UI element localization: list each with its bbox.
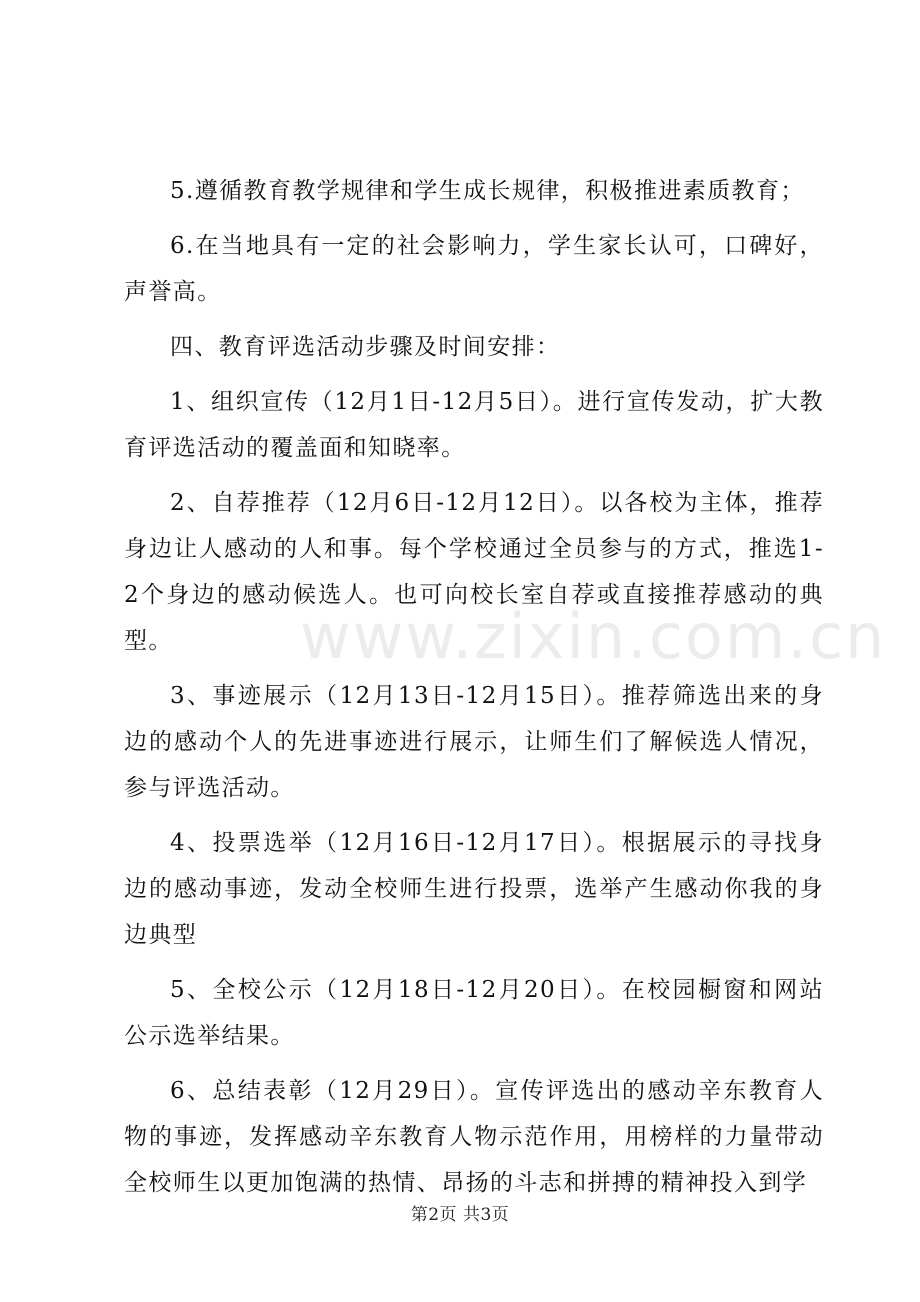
section-heading-steps: 四、教育评选活动步骤及时间安排： (170, 334, 561, 360)
page-number-footer: 第2页 共3页 (410, 1205, 510, 1225)
paragraph-criterion-6: 6.在当地具有一定的社会影响力，学生家长认可，口碑好，声誉高。 (124, 233, 824, 305)
paragraph-step-5: 5、全校公示（12月18日-12月20日）。在校园橱窗和网站公示选举结果。 (124, 977, 824, 1049)
paragraph-step-3: 3、事迹展示（12月13日-12月15日）。推荐筛选出来的身边的感动个人的先进事迹进行展示，让师生们了解候选人情况，参与评选活动。 (124, 683, 824, 801)
paragraph-step-1: 1、组织宣传（12月1日-12月5日）。进行宣传发动，扩大教育评选活动的覆盖面和知晓率。 (124, 389, 824, 461)
paragraph-step-2: 2、自荐推荐（12月6日-12月12日）。以各校为主体，推荐身边让人感动的人和事。每个学校通过全员参与的方式，推选1-2个身边的感动候选人。也可向校长室自荐或直接推荐感动的典型。 (124, 490, 824, 654)
watermark: www.zixin.com.cn (300, 600, 887, 673)
paragraph-step-4: 4、投票选举（12月16日-12月17日）。根据展示的寻找身边的感动事迹，发动全校师生进行投票，选举产生感动你我的身边典型 (124, 830, 824, 948)
paragraph-step-6: 6、总结表彰（12月29日）。宣传评选出的感动辛东教育人物的事迹，发挥感动辛东教育人物示范作用，用榜样的力量带动全校师生以更加饱满的热情、昂扬的斗志和拼搏的精神投入到学 (124, 1078, 824, 1196)
paragraph-criterion-5: 5.遵循教育教学规律和学生成长规律，积极推进素质教育； (170, 178, 805, 204)
document-body (124, 168, 824, 1215)
